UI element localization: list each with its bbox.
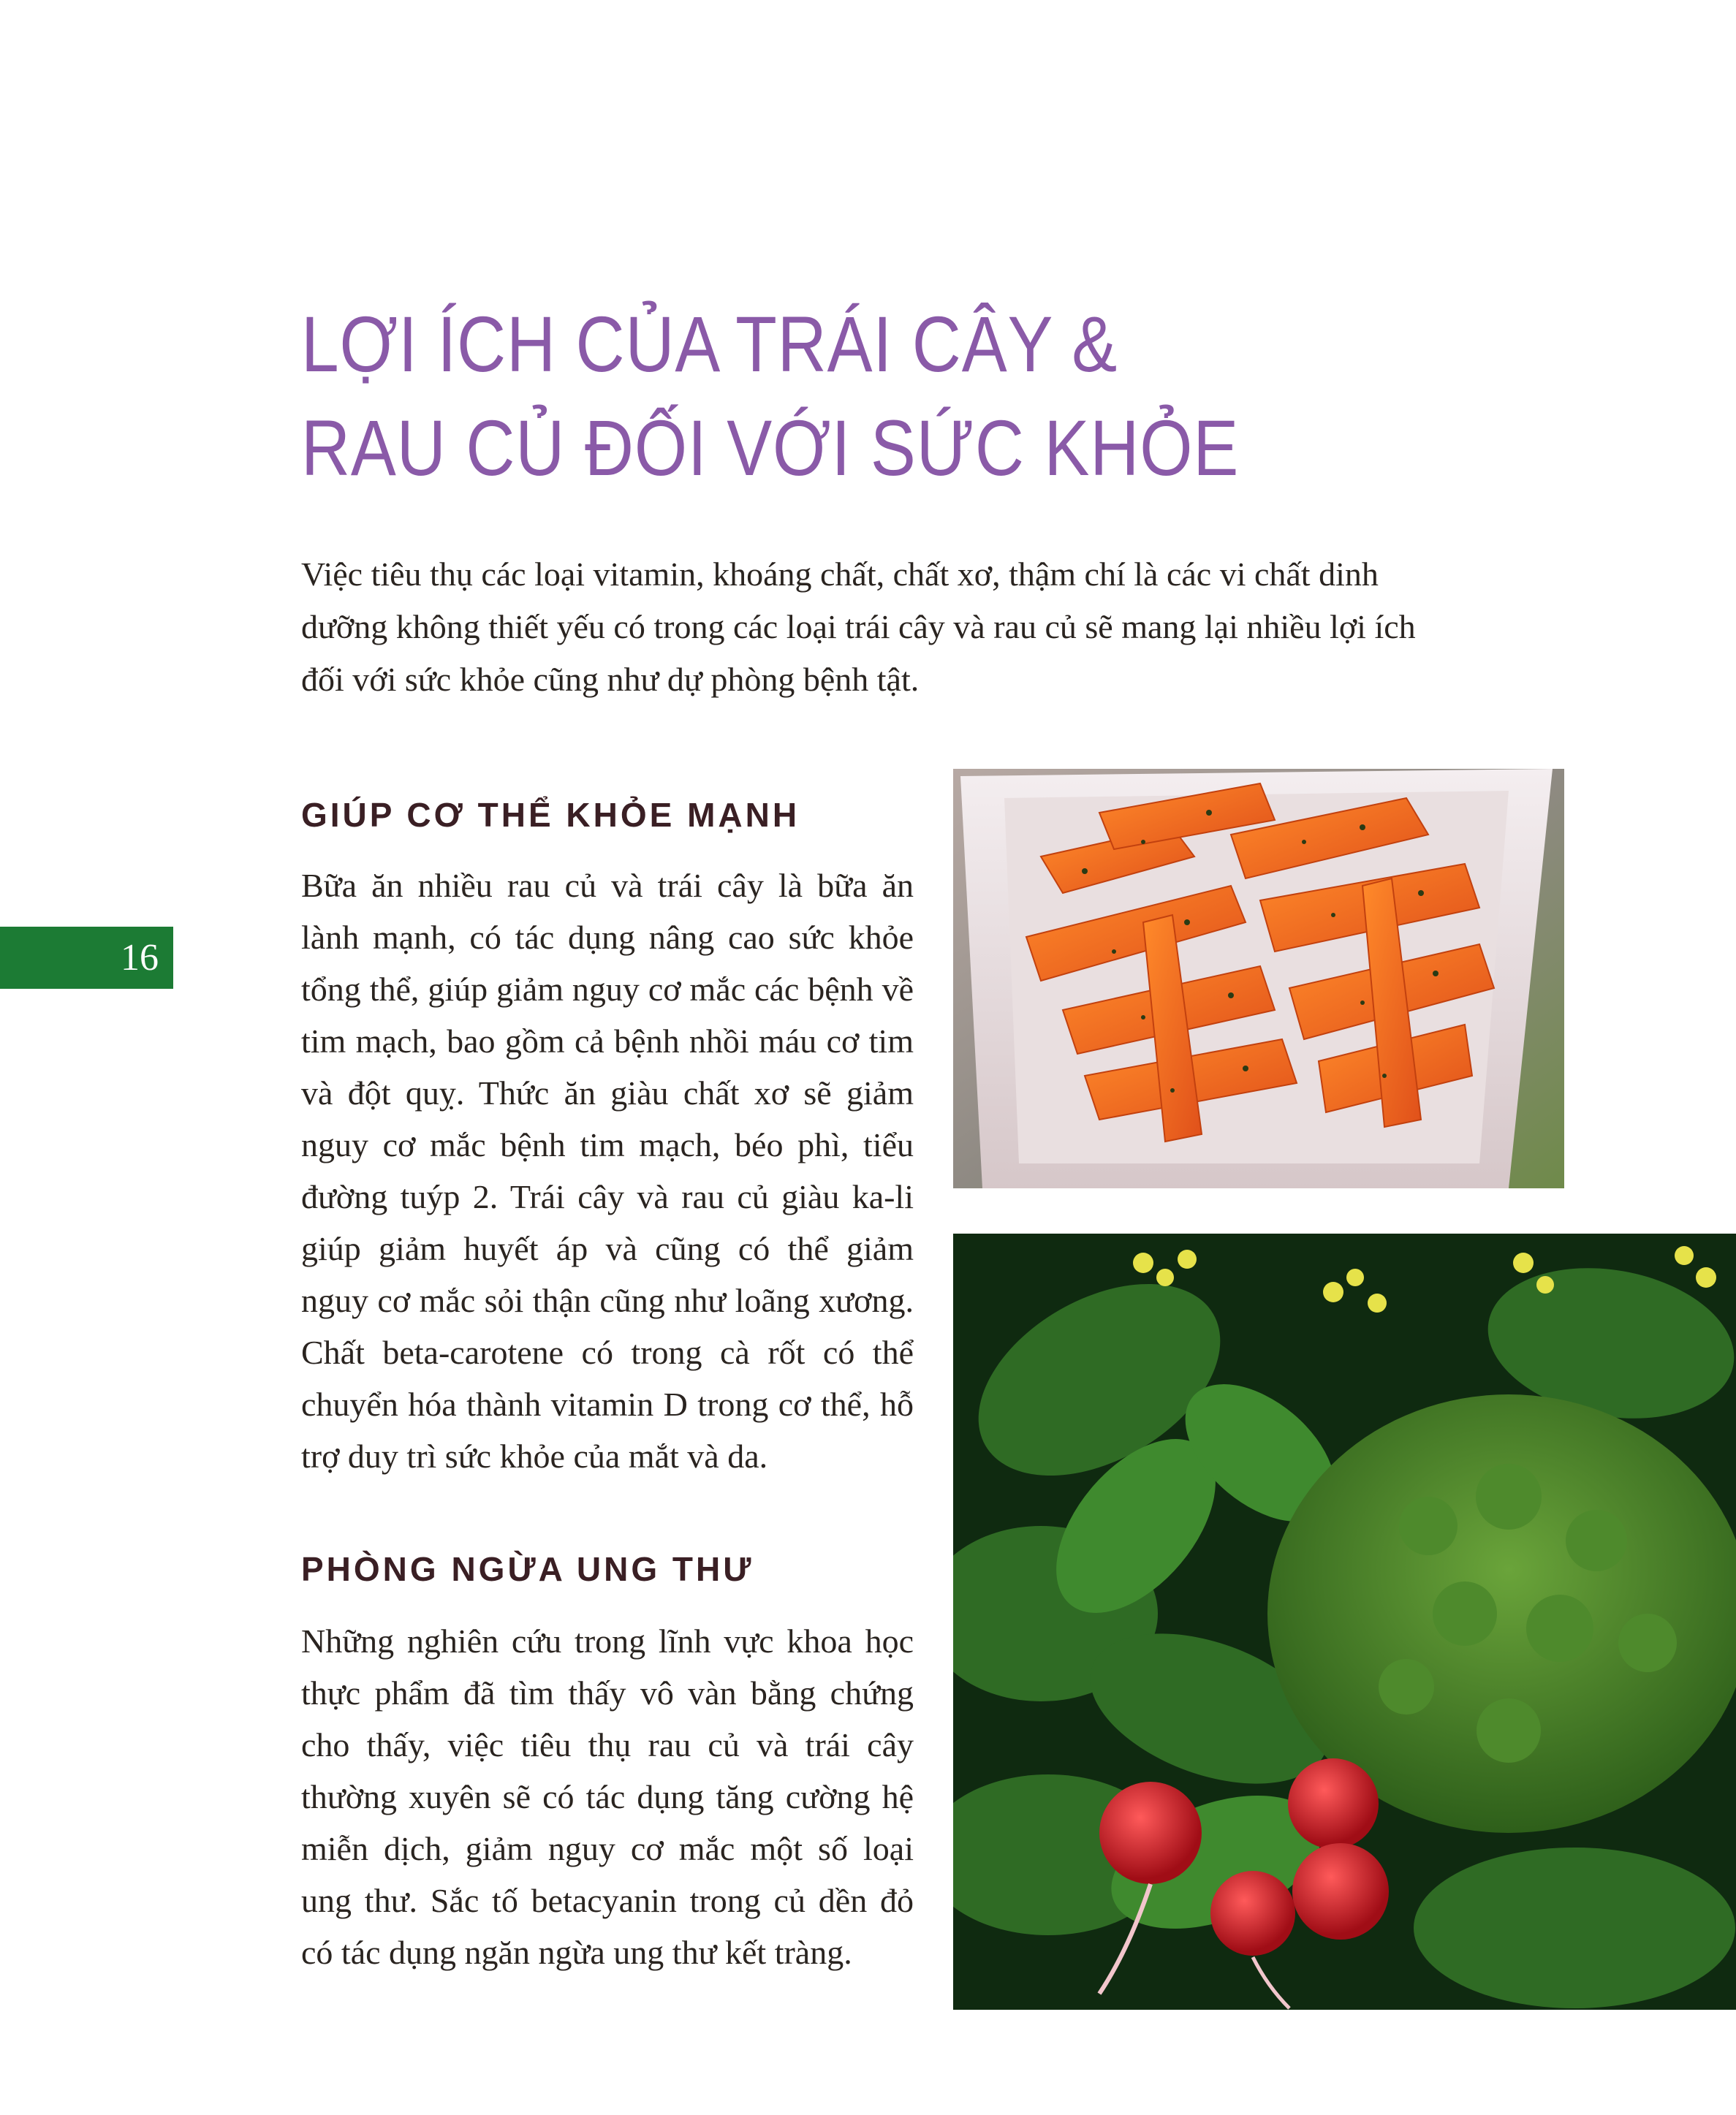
intro-paragraph: Việc tiêu thụ các loại vitamin, khoáng chất, chất xơ, thậm chí là các vi chất dinh dưỡng không thiết yếu có trong các loại trái cây và rau củ sẽ mang lại nhiều lợi ích đối với sức khỏe cũng như dự phòng bệnh tật. bbox=[301, 555, 1416, 698]
section-body-healthy-body: Bữa ăn nhiều rau củ và trái cây là bữa ăn lành mạnh, có tác dụng nâng cao sức khỏe tổng thể, giúp giảm nguy cơ mắc các bệnh về tim mạch, bao gồm cả bệnh nhồi máu cơ tim và đột quỵ. Thức ăn giàu chất xơ sẽ giảm nguy cơ mắc bệnh tim mạch, béo phì, tiểu đường tuýp 2. Trái cây và rau củ giàu ka-li giúp giảm huyết áp và cũng có thể giảm nguy cơ mắc sỏi thận cũng như loãng xương. Chất beta-carotene có trong cà rốt có thể chuyển hóa thành vitamin D trong cơ thể, hỗ trợ duy trì sức khỏe của mắt và da. bbox=[301, 867, 914, 1475]
page-title-line-1: LỢI ÍCH CỦA TRÁI CÂY & bbox=[301, 300, 1118, 388]
vegetables-photo bbox=[953, 1234, 1736, 2010]
page-title bbox=[301, 292, 1307, 500]
section-heading-healthy-body: GIÚP CƠ THỂ KHỎE MẠNH bbox=[301, 796, 800, 834]
carrot-dish-photo bbox=[953, 769, 1564, 1188]
section-heading-cancer-prevention: PHÒNG NGỪA UNG THƯ bbox=[301, 1550, 754, 1588]
page-title-line-2: RAU CỦ ĐỐI VỚI SỨC KHỎE bbox=[301, 403, 1240, 492]
page-number-tab bbox=[0, 927, 173, 989]
page-number: 16 bbox=[121, 937, 159, 979]
section-body-cancer-prevention: Những nghiên cứu trong lĩnh vực khoa học thực phẩm đã tìm thấy vô vàn bằng chứng cho thấy, việc tiêu thụ rau củ và trái cây thường xuyên sẽ có tác dụng tăng cường hệ miễn dịch, giảm nguy cơ mắc một số loại ung thư. Sắc tố betacyanin trong củ dền đỏ có tác dụng ngăn ngừa ung thư kết tràng. bbox=[301, 1622, 914, 1971]
